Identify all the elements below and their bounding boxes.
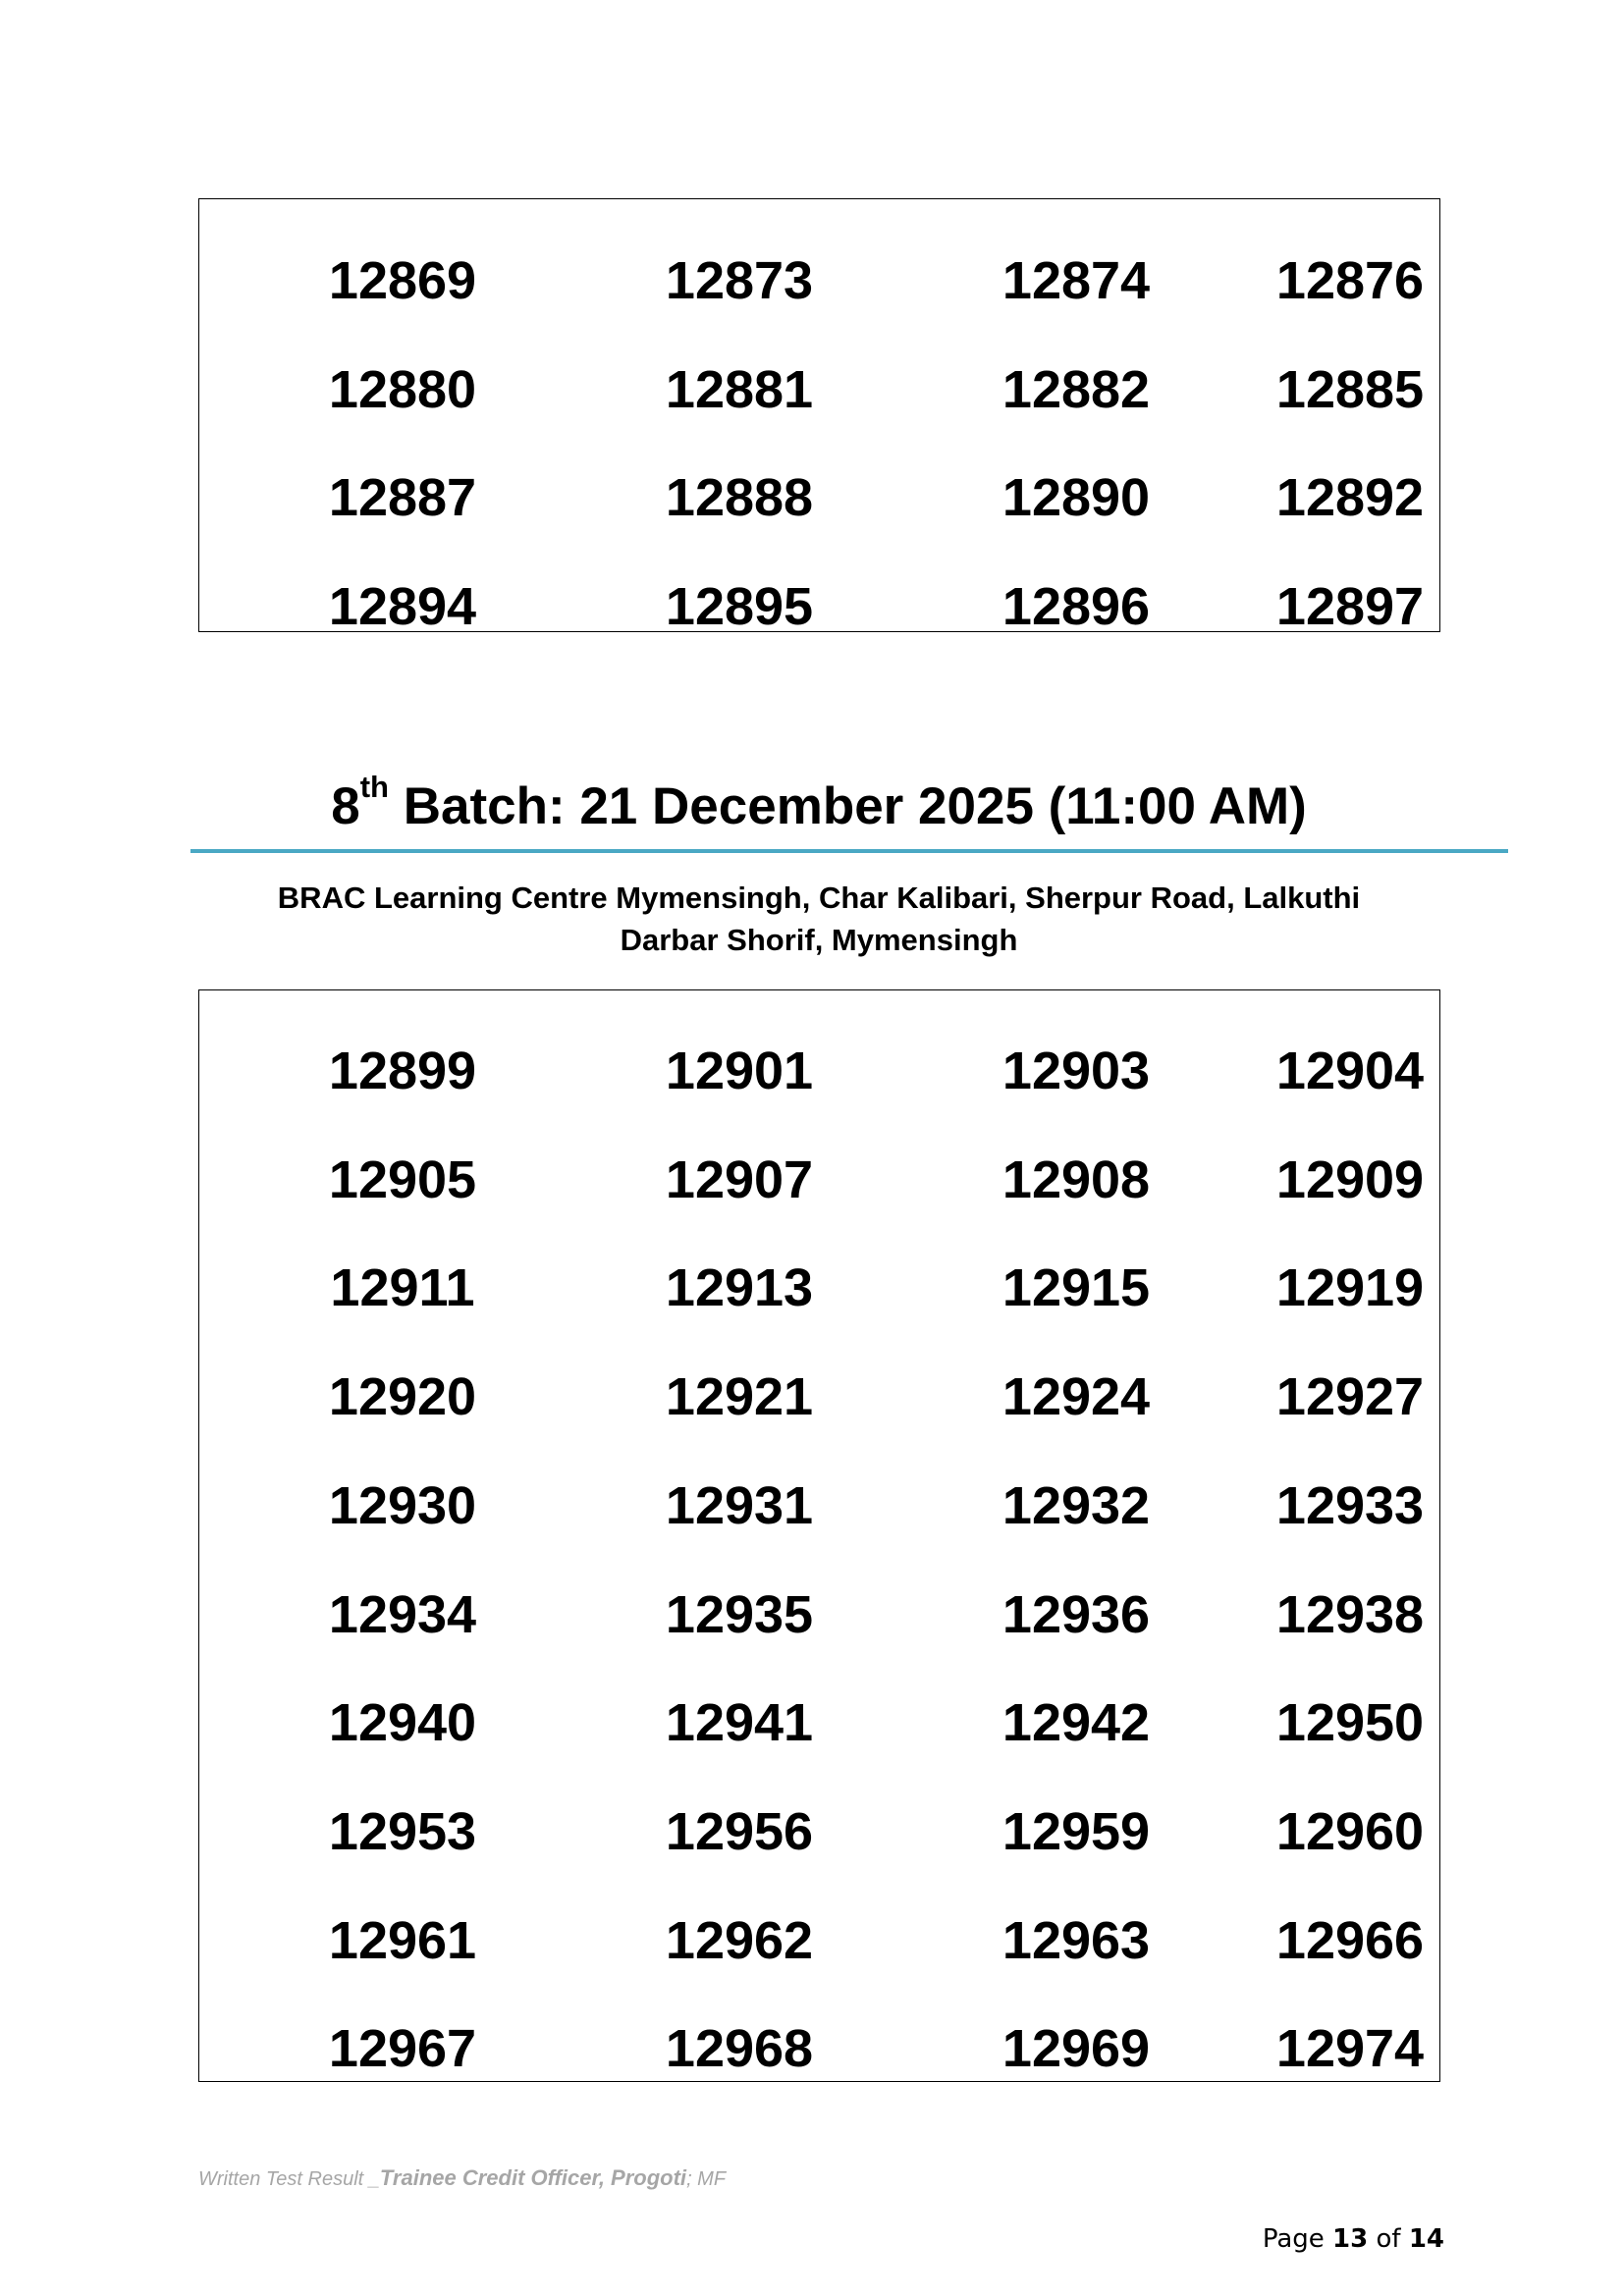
roll-number: 12960 bbox=[1275, 1801, 1425, 1861]
roll-number: 12888 bbox=[665, 468, 814, 527]
roll-number: 12968 bbox=[665, 2019, 814, 2079]
batch-title-text: Batch: 21 December 2025 (11:00 AM) bbox=[388, 777, 1307, 835]
roll-number: 12969 bbox=[1001, 2019, 1151, 2079]
roll-number: 12909 bbox=[1275, 1149, 1425, 1209]
roll-number: 12935 bbox=[665, 1584, 814, 1644]
roll-number: 12936 bbox=[1001, 1584, 1151, 1644]
roll-number: 12881 bbox=[665, 359, 814, 419]
roll-number: 12931 bbox=[665, 1475, 814, 1535]
roll-number: 12869 bbox=[328, 251, 477, 310]
roll-number: 12885 bbox=[1275, 359, 1425, 419]
roll-number: 12908 bbox=[1001, 1149, 1151, 1209]
roll-number: 12961 bbox=[328, 1910, 477, 1970]
roll-number: 12890 bbox=[1001, 468, 1151, 527]
roll-number: 12880 bbox=[328, 359, 477, 419]
page-of: of bbox=[1368, 2224, 1409, 2254]
roll-number: 12959 bbox=[1001, 1801, 1151, 1861]
roll-number: 12932 bbox=[1001, 1475, 1151, 1535]
roll-number: 12904 bbox=[1275, 1041, 1425, 1100]
page-total: 14 bbox=[1408, 2224, 1444, 2254]
roll-number: 12907 bbox=[665, 1149, 814, 1209]
roll-number: 12895 bbox=[665, 576, 814, 636]
page-number bbox=[1263, 2224, 1444, 2254]
roll-number: 12927 bbox=[1275, 1367, 1425, 1427]
roll-number: 12897 bbox=[1275, 576, 1425, 636]
roll-number: 12892 bbox=[1275, 468, 1425, 527]
roll-number: 12896 bbox=[1001, 576, 1151, 636]
roll-number: 12950 bbox=[1275, 1693, 1425, 1753]
venue-address bbox=[0, 877, 1624, 961]
roll-number: 12924 bbox=[1001, 1367, 1151, 1427]
roll-number: 12953 bbox=[328, 1801, 477, 1861]
footer-position: Trainee Credit Officer, Progoti bbox=[379, 2165, 687, 2190]
page-current: 13 bbox=[1332, 2224, 1369, 2254]
roll-number: 12940 bbox=[328, 1693, 477, 1753]
roll-number: 12920 bbox=[328, 1367, 477, 1427]
roll-number: 12933 bbox=[1275, 1475, 1425, 1535]
roll-number: 12887 bbox=[328, 468, 477, 527]
roll-number: 12921 bbox=[665, 1367, 814, 1427]
roll-number: 12938 bbox=[1275, 1584, 1425, 1644]
batch-ordinal-suffix: th bbox=[359, 770, 389, 804]
batch-heading bbox=[0, 770, 1624, 838]
roll-number: 12873 bbox=[665, 251, 814, 310]
roll-number: 12913 bbox=[665, 1258, 814, 1318]
roll-number: 12874 bbox=[1001, 251, 1151, 310]
roll-number: 12911 bbox=[330, 1258, 475, 1318]
roll-number: 12941 bbox=[665, 1693, 814, 1753]
roll-number: 12905 bbox=[328, 1149, 477, 1209]
batch-number: 8 bbox=[331, 777, 360, 835]
roll-number: 12956 bbox=[665, 1801, 814, 1861]
roll-number: 12901 bbox=[665, 1041, 814, 1100]
roll-number: 12894 bbox=[328, 576, 477, 636]
roll-number: 12919 bbox=[1275, 1258, 1425, 1318]
roll-number: 12974 bbox=[1275, 2019, 1425, 2079]
roll-number: 12942 bbox=[1001, 1693, 1151, 1753]
roll-number: 12934 bbox=[328, 1584, 477, 1644]
venue-line-1: BRAC Learning Centre Mymensingh, Char Kalibari, Sherpur Road, Lalkuthi bbox=[277, 881, 1361, 915]
roll-number: 12876 bbox=[1275, 251, 1425, 310]
roll-number: 12962 bbox=[665, 1910, 814, 1970]
heading-divider bbox=[190, 849, 1508, 853]
footer-prefix: Written Test Result _ bbox=[198, 2168, 380, 2190]
footer-document-title bbox=[198, 2165, 726, 2191]
roll-number-table-1 bbox=[198, 198, 1440, 636]
roll-number: 12882 bbox=[1001, 359, 1151, 419]
roll-number: 12963 bbox=[1001, 1910, 1151, 1970]
roll-number: 12930 bbox=[328, 1475, 477, 1535]
roll-number: 12903 bbox=[1001, 1041, 1151, 1100]
roll-number: 12966 bbox=[1275, 1910, 1425, 1970]
venue-line-2: Darbar Shorif, Mymensingh bbox=[620, 923, 1018, 957]
roll-number: 12915 bbox=[1001, 1258, 1151, 1318]
page-label: Page bbox=[1262, 2224, 1333, 2254]
roll-number: 12967 bbox=[328, 2019, 477, 2079]
footer-suffix: ; MF bbox=[686, 2168, 727, 2190]
roll-number: 12899 bbox=[328, 1041, 477, 1100]
roll-number-table-2 bbox=[198, 989, 1440, 2082]
